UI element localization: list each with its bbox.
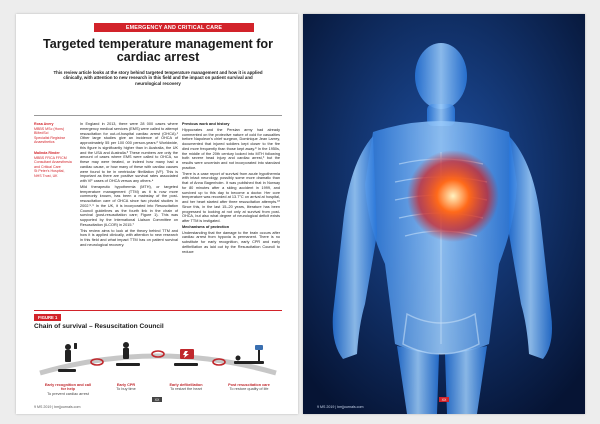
anatomy-illustration: [303, 14, 585, 414]
paragraph: In England in 2013, there were 28 000 cases where emergency medical services (EMS) were called to attempt resuscitation for out-of-hospital cardiac arrest (OHCA).¹ Other large studies give an incidence of OHCA of approximately 55 per 100 000 person-years.² Worldwide, this figure is significantly higher than in Australia, the UK and the USA and Australia.³ These numbers are only the amount of cases where EMS were called to OHCA, so these may were treated, or indeed how many had a cardiac cause, or how many of these with cardiac causes were found to be in ventricular fibrillation (VF). This is important as there are positive survival rates associated with VF cases of OHCA versus any others.⁴: [80, 122, 178, 183]
figure-tag: FIGURE 1: [34, 314, 61, 321]
subheading: Previous work and history: [182, 122, 230, 126]
page-footer: 9 MS 2019 | bmjjournals.com: [317, 405, 364, 409]
cpr-icon: [116, 342, 140, 366]
paragraph: This review aims to look at the theory behind TTM and how it is applied clinically, with attention to new research in this field and what impact TTM has on patient survival and neurological recovery.: [80, 228, 178, 247]
head: [415, 43, 467, 109]
chain-step: Early CPR To buy time: [116, 383, 136, 392]
chain-step: Early defibrillation To restart the heart: [169, 383, 203, 392]
paragraph: Hippocrates and the Persian army had already commented on the protective nature of cold for casualties before Napoleon's chief surgeon, Dominique Jean Larrey, documented that injured soldiers kept closer to the fire died more frequently than those kept away.⁸ In the 1950s, the middle of the 20th century looked into MTH following both severe head injury and cardiac arrest,⁹ but the results were uncertain and not incorporated into standard practice.: [182, 127, 280, 170]
author-name: Malinda Rinder: [34, 150, 60, 155]
figure-chain-of-survival: [34, 310, 282, 401]
author-block: Rosa Avery MBBS MSc (Hons) BMedSci Specialist Registrar Anaesthetics Malinda Rinder MBBS FRCA FFICM Consultant Anaesthesia and Critical Care St Peter's Hospital, NHS Trust, UK: [34, 122, 76, 179]
paragraph: There is a case report of survival from acute hypothermia with intact neurology, possibly some more dramatic than that of Anna Bagenholm. It was published that in Norway for 80 minutes after a skiing accident in 1999, and survived up to this day to become a doctor. Her core temperature was recorded at 13.7°C on arrival at hospital, and her heart started after three resuscitation attempts.¹⁰ Since this, in the last 15–20 years, literature has been progressed to looking at not only at survival from post-OHCA, but also what degree of neurological deficit exists after TTM is instigated.: [182, 171, 280, 223]
paragraph: Mild therapeutic hypothermia (MTH), or targeted temperature management (TTM) as it is now more commonly known, has been a mainstay of the post-resuscitation care of OHCA since two pivotal studies in 2002.⁵˒⁶ In the UK, it is incorporated into Resuscitation Council guidelines as the fourth link in the chain of survival (post-resuscitation care; Figure 1). This was supported by the International Liaison Committee on Resuscitation (ILCOR) in 2015.⁷: [80, 184, 178, 227]
post-resuscitation-care-icon: [234, 345, 264, 364]
paragraph: Understanding that the damage to the brain occurs after cardiac arrest from hypoxia is permanent. There is no substitute for early recognition, early CPR and early defibrillation as laid out by the Resuscitation Council to reduce: [182, 230, 280, 254]
chain-step: Early recognition and call for help To prevent cardiac arrest: [44, 383, 92, 396]
article-headline: Targeted temperature management for cardiac arrest: [42, 37, 273, 64]
left-page: [16, 14, 298, 414]
article-standfirst: This review article looks at the story behind targeted temperature management and how it is applied clinically, with attention to new research in this field and the impact on patient survival and neurological recovery: [53, 70, 263, 86]
page-number: XX: [152, 397, 162, 402]
page-number: XX: [439, 397, 449, 402]
body-column-2: [182, 122, 280, 255]
chain-step: Post resuscitation care To restore quality of life: [228, 383, 270, 392]
figure-title: Chain of survival – Resuscitation Council: [34, 323, 164, 330]
right-page: [303, 14, 585, 414]
chain-illustration: [34, 333, 282, 381]
subheading: Mechanisms of protection: [182, 224, 230, 229]
body-column-1: [80, 122, 178, 249]
glowing-heart: [407, 150, 499, 242]
page-footer: 9 MS 2019 | bmjjournals.com: [34, 405, 81, 409]
section-tag: EMERGENCY AND CRITICAL CARE: [94, 23, 254, 32]
author-name: Rosa Avery: [34, 122, 54, 126]
divider: [34, 115, 282, 116]
